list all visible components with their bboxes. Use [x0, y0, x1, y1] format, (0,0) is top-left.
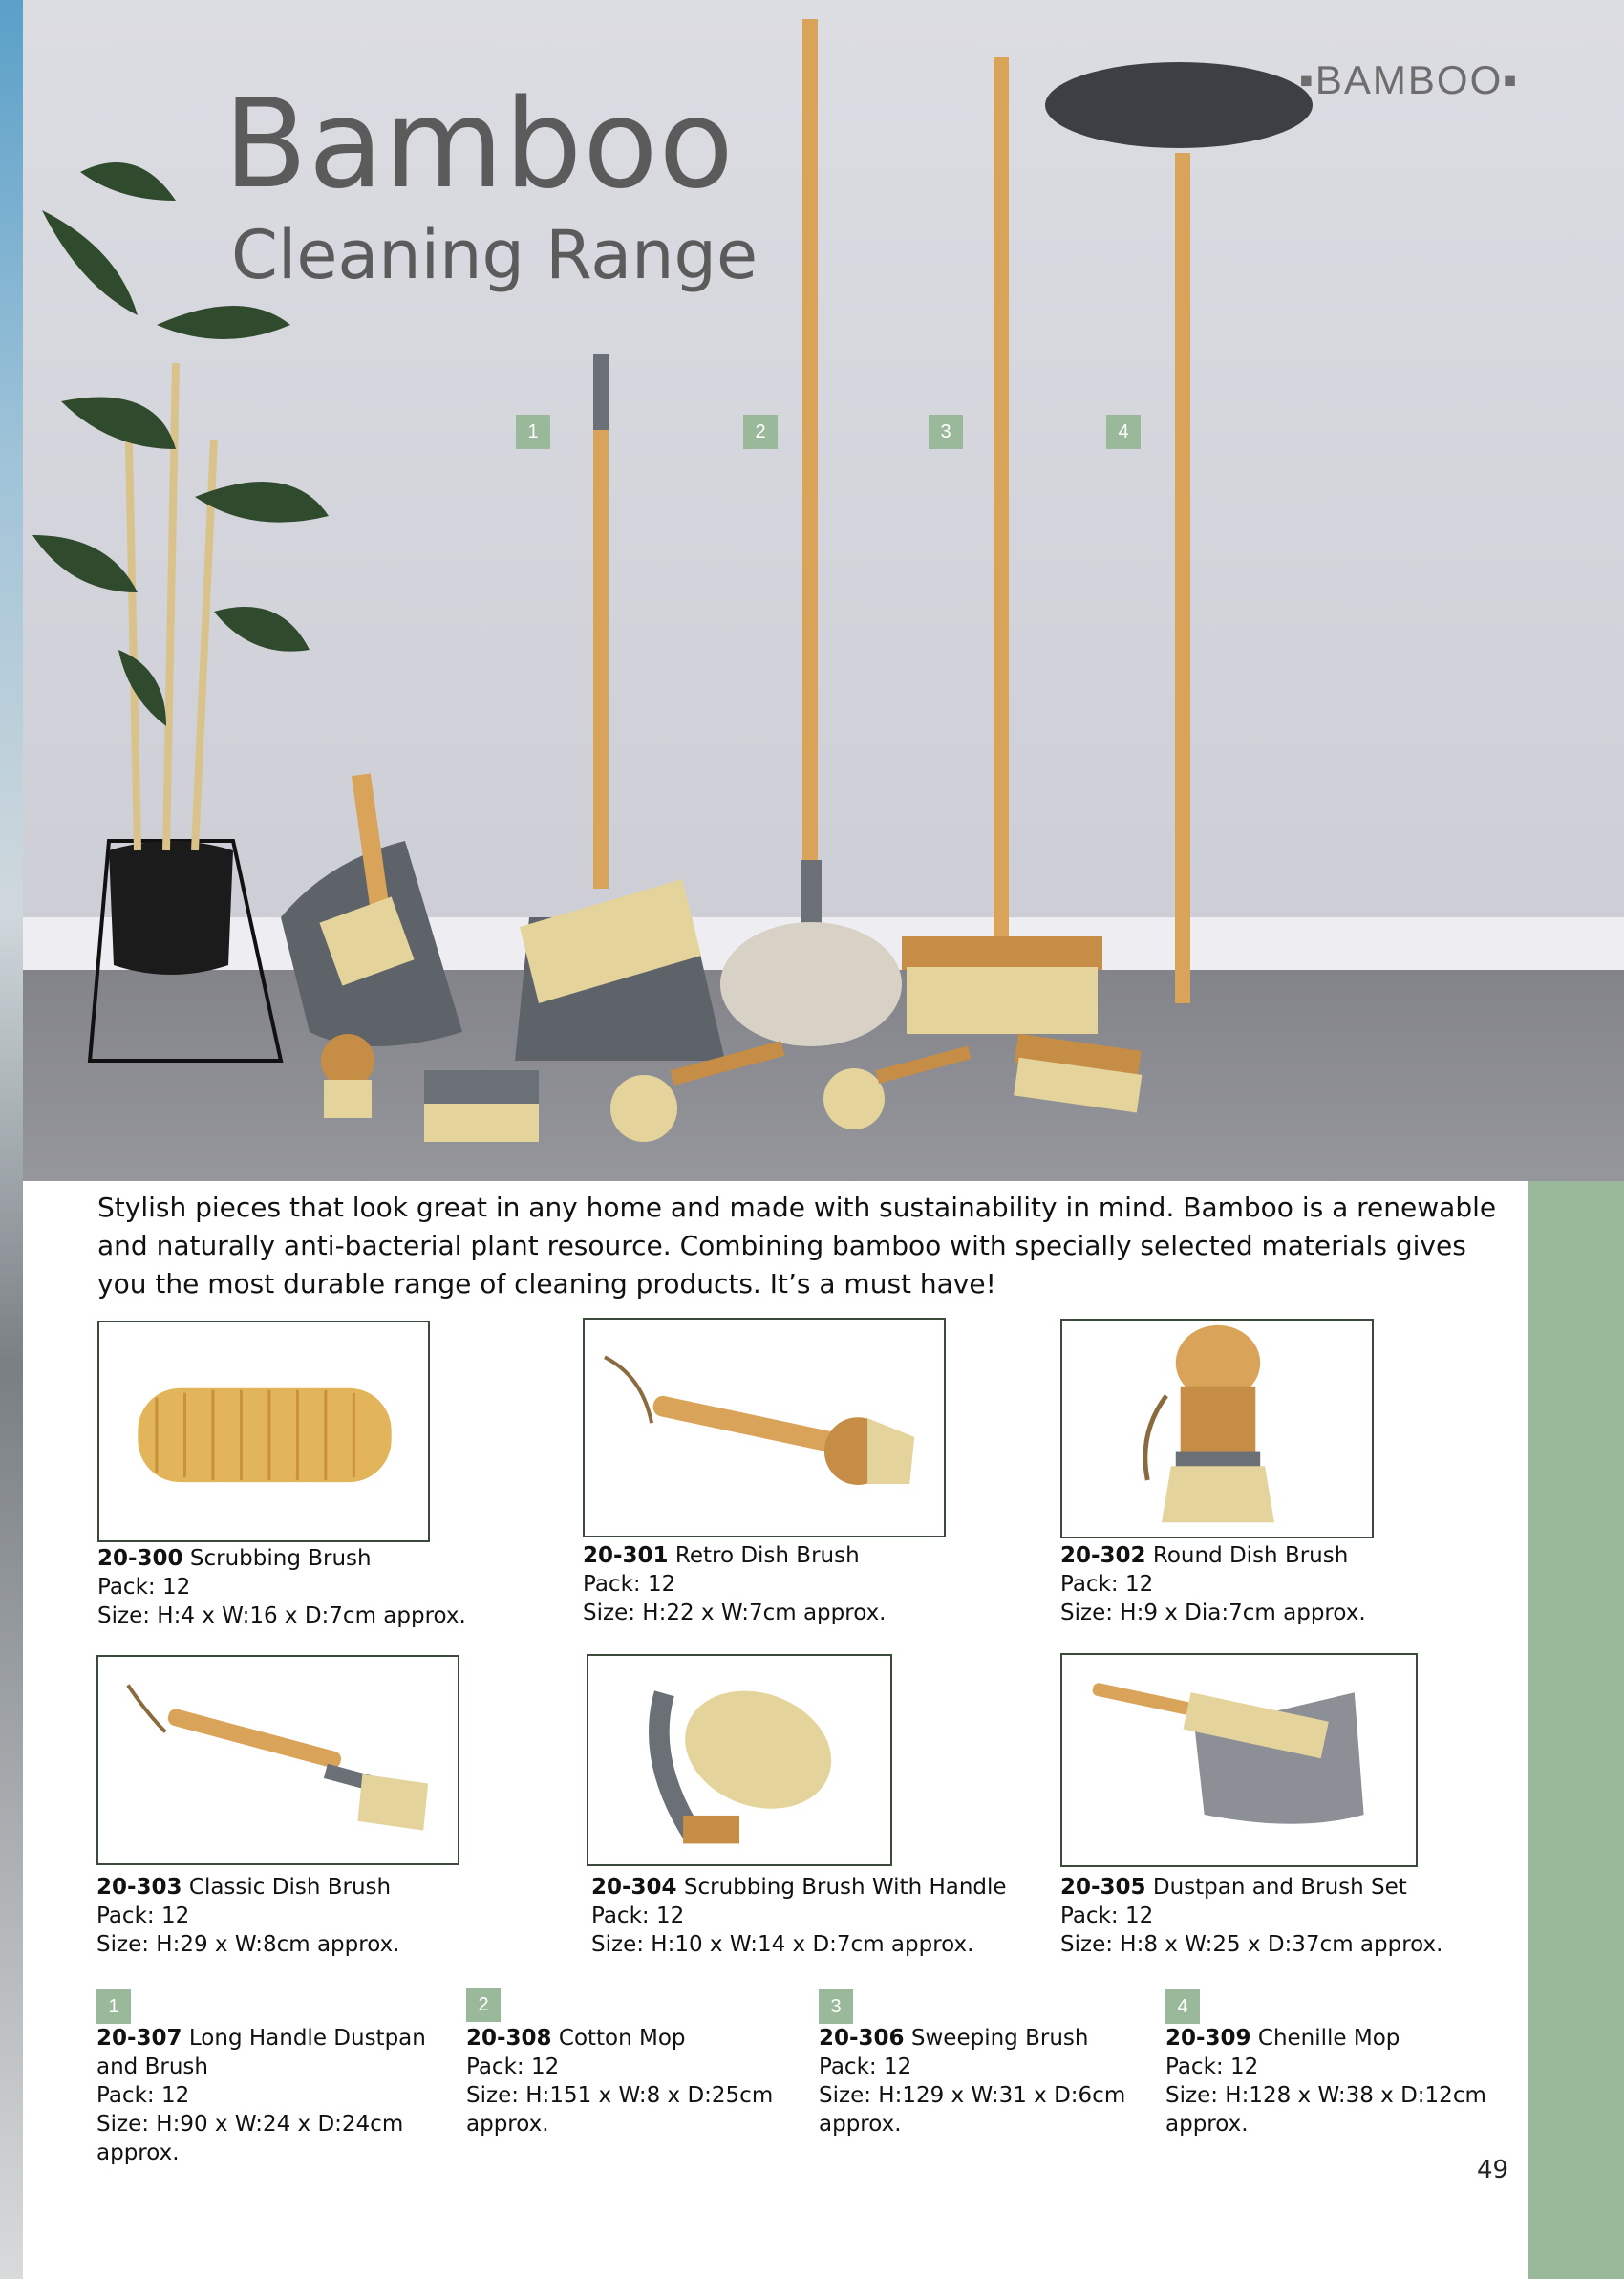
product-info-20-309 — [1165, 2024, 1486, 2139]
badge-1: 1 — [516, 415, 550, 449]
product-name: Long Handle Dustpan — [188, 2026, 426, 2051]
product-pack: Pack: 12 — [97, 1575, 191, 1600]
dustpan-and-brush-icon — [1062, 1655, 1416, 1865]
product-code: 20-309 — [1165, 2026, 1251, 2051]
product-code: 20-305 — [1060, 1875, 1146, 1900]
product-name: Dustpan and Brush Set — [1152, 1875, 1407, 1900]
product-name: Scrubbing Brush — [189, 1546, 372, 1571]
product-size: Size: H:29 x W:8cm approx. — [96, 1932, 400, 1957]
retro-dish-brush-icon — [585, 1320, 944, 1536]
left-decorative-strip — [0, 0, 23, 2279]
product-code: 20-302 — [1060, 1543, 1146, 1568]
product-pack: Pack: 12 — [1060, 1903, 1154, 1928]
product-pack: Pack: 12 — [591, 1903, 685, 1928]
hero-photo — [23, 0, 1624, 1181]
product-pack: Pack: 12 — [1060, 1572, 1154, 1597]
product-size: Size: H:151 x W:8 x D:25cm — [466, 2083, 774, 2108]
product-code: 20-306 — [819, 2026, 905, 2051]
product-info-20-302 — [1060, 1541, 1366, 1627]
product-info-20-306 — [819, 2024, 1125, 2139]
product-name-continued: and Brush — [96, 2054, 208, 2079]
product-code: 20-300 — [97, 1546, 183, 1571]
product-name: Round Dish Brush — [1152, 1543, 1349, 1568]
product-size: Size: H:9 x Dia:7cm approx. — [1060, 1601, 1366, 1625]
product-info-20-308 — [466, 2024, 773, 2139]
product-info-20-303 — [96, 1873, 400, 1959]
product-size: Size: H:8 x W:25 x D:37cm approx. — [1060, 1932, 1443, 1957]
right-green-strip — [1528, 1181, 1624, 2279]
product-size-continued: approx. — [96, 2140, 180, 2165]
badge-3: 3 — [929, 415, 963, 449]
product-image-20-302 — [1060, 1319, 1374, 1538]
scrubbing-brush-icon — [99, 1322, 428, 1540]
badge-4: 4 — [1106, 415, 1141, 449]
product-code: 20-303 — [96, 1875, 182, 1900]
round-dish-brush-icon — [1062, 1321, 1372, 1537]
product-code: 20-307 — [96, 2026, 182, 2051]
product-name: Retro Dish Brush — [674, 1543, 860, 1568]
product-name: Classic Dish Brush — [188, 1875, 392, 1900]
product-pack: Pack: 12 — [96, 2083, 190, 2108]
product-size: Size: H:10 x W:14 x D:7cm approx. — [591, 1932, 974, 1957]
product-name: Cotton Mop — [558, 2026, 686, 2051]
product-image-20-305 — [1060, 1653, 1418, 1867]
product-size-continued: approx. — [819, 2112, 902, 2137]
page-subtitle: Cleaning Range — [231, 216, 759, 294]
product-size-continued: approx. — [1165, 2112, 1249, 2137]
scrubbing-brush-with-handle-icon — [588, 1656, 890, 1864]
product-code: 20-301 — [583, 1543, 669, 1568]
product-info-20-304 — [591, 1873, 1007, 1959]
classic-dish-brush-icon — [98, 1657, 458, 1863]
product-image-20-304 — [587, 1654, 892, 1866]
page-title: Bamboo — [224, 74, 735, 216]
product-info-20-305 — [1060, 1873, 1442, 1959]
product-pack: Pack: 12 — [96, 1903, 190, 1928]
product-name: Chenille Mop — [1257, 2026, 1400, 2051]
product-size: Size: H:129 x W:31 x D:6cm — [819, 2083, 1126, 2108]
product-size: Size: H:4 x W:16 x D:7cm approx. — [97, 1603, 466, 1628]
product-name: Scrubbing Brush With Handle — [683, 1875, 1007, 1900]
intro-paragraph: Stylish pieces that look great in any home and made with sustainability in mind. Bamboo is a renewable and naturally anti-bacterial plant resource. Combining bamboo with specially selected materials gives you the most durable range of cleaning products. It’s a must have! — [97, 1192, 1497, 1300]
badge-4: 4 — [1165, 1989, 1200, 2024]
product-size-continued: approx. — [466, 2112, 549, 2137]
badge-1: 1 — [96, 1989, 131, 2024]
product-info-20-301 — [583, 1541, 887, 1627]
product-code: 20-308 — [466, 2026, 552, 2051]
product-code: 20-304 — [591, 1875, 677, 1900]
product-size: Size: H:90 x W:24 x D:24cm — [96, 2112, 404, 2137]
product-pack: Pack: 12 — [1165, 2054, 1259, 2079]
product-pack: Pack: 12 — [466, 2054, 560, 2079]
product-size: Size: H:22 x W:7cm approx. — [583, 1601, 887, 1625]
product-size: Size: H:128 x W:38 x D:12cm — [1165, 2083, 1486, 2108]
page-number: 49 — [1477, 2156, 1509, 2184]
badge-2: 2 — [743, 415, 778, 449]
product-pack: Pack: 12 — [583, 1572, 676, 1597]
product-image-20-300 — [97, 1321, 430, 1542]
badge-3: 3 — [819, 1989, 853, 2024]
product-pack: Pack: 12 — [819, 2054, 912, 2079]
section-tag-label: BAMBOO — [1314, 57, 1504, 102]
section-tag: ▪BAMBOO▪ — [1299, 57, 1520, 102]
product-name: Sweeping Brush — [910, 2026, 1089, 2051]
product-info-20-307 — [96, 2024, 426, 2167]
product-info-20-300 — [97, 1544, 466, 1630]
product-image-20-303 — [96, 1655, 459, 1865]
product-image-20-301 — [583, 1318, 946, 1537]
badge-2: 2 — [466, 1988, 501, 2022]
